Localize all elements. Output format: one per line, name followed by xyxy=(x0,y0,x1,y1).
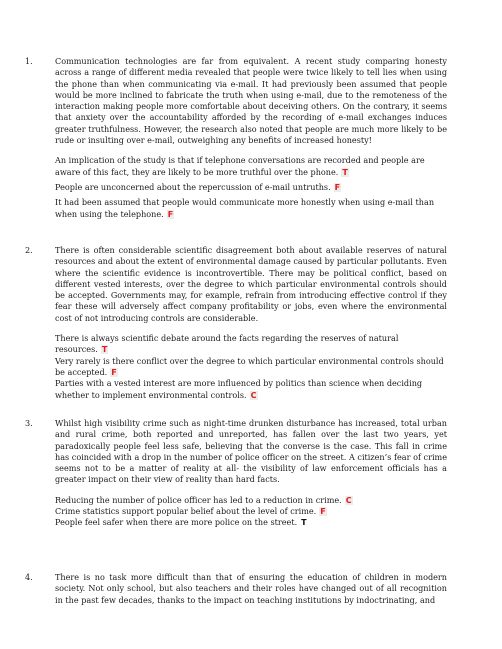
statement-text: Crime statistics support popular belief about the level of crime. xyxy=(55,506,317,517)
statement-text: Reducing the number of police officer has led to a reduction in crime. xyxy=(55,494,342,505)
statement-text: It had been assumed that people would communicate more honestly when using e-mail than when using the telephone. xyxy=(55,197,435,219)
answer-badge: C xyxy=(250,390,257,400)
answer-badge: T xyxy=(301,518,307,528)
passage: There is often considerable scientific disagreement both about available reserves of natural resources and about the extent of environmental damage caused by particular pollutants. Even where the scientific evidence is incontrovertible. There may be political conflict, based on different vested interests, over the degree to which particular environmental controls should be accepted. Governments may, for example, refrain from introducing effective control if they fear these will adversely affect company profitability or jobs, even where the environmental cost of not introducing controls are considerable. xyxy=(55,245,447,323)
statement-text: People feel safer when there are more police on the street. xyxy=(55,517,298,528)
answer-badge: T xyxy=(101,345,108,355)
statement xyxy=(55,155,447,178)
question-number: 3. xyxy=(25,418,33,428)
question-content xyxy=(55,418,447,529)
answer-badge: T xyxy=(342,167,348,177)
question-content xyxy=(55,245,447,401)
statement-text: There is always scientific debate around the facts regarding the reserves of natural resources. xyxy=(55,333,399,355)
passage: Communication technologies are far from equivalent. A recent study comparing honesty across a range of different media revealed that people were twice likely to tell lies when using the phone than when communicating via e-mail. It had previously been assumed that people would be more inclined to fabricate the truth when using e-mail, due to the remoteness of the interaction making people more comfortable about deceiving others. On the contrary, it seems that anxiety over the accountability afforded by the recording of e-mail exchanges induces greater truthfulness. However, the research also noted that people are much more likely to be rude or insulting over e-mail, outweighing any benefits of increased honesty! xyxy=(55,56,447,146)
statement-list xyxy=(55,333,447,401)
question-number: 2. xyxy=(25,245,33,255)
passage: Whilst high visibility crime such as night-time drunken disturbance has increased, total urban and rural crime, both reported and unreported, has fallen over the last two years, yet paradoxically people feel less safe, believing that the converse is the case. This fall in crime has coincided with a drop in the number of police officer on the street. A citizen’s fear of crime seems not to be a matter of reality at all- the visibility of law enforcement officials has a greater impact on their view of reality than hard facts. xyxy=(55,418,447,485)
statement xyxy=(55,495,447,506)
answer-badge: F xyxy=(320,507,326,517)
statement xyxy=(55,356,447,379)
passage: There is no task more difficult than that of ensuring the education of children in modern society. Not only school, but also teachers and their roles have changed out of all recognition in the past few decades, thanks to the impact on teaching institutions by indoctrinating, and xyxy=(55,572,447,605)
statement xyxy=(55,182,447,193)
answer-badge: F xyxy=(111,367,117,377)
question-number: 4. xyxy=(25,572,33,582)
statement xyxy=(55,517,447,528)
question-content xyxy=(55,572,447,606)
statement-list xyxy=(55,155,447,219)
statement xyxy=(55,378,447,401)
statement xyxy=(55,506,447,517)
statement-list xyxy=(55,495,447,529)
statement-text: An implication of the study is that if telephone conversations are recorded and people are aware of this fact, they are likely to be more truthful over the phone. xyxy=(55,155,425,177)
statement-text: Parties with a vested interest are more influenced by politics than science when deciding whether to implement environmental controls. xyxy=(55,378,423,400)
statement-text: People are unconcerned about the repercussion of e-mail untruths. xyxy=(55,181,331,192)
statement-text: Very rarely is there conflict over the degree to which particular environmental controls should be accepted. xyxy=(55,355,444,377)
answer-badge: C xyxy=(345,495,352,505)
statement xyxy=(55,197,447,220)
answer-badge: F xyxy=(167,209,174,219)
answer-badge: F xyxy=(334,182,341,192)
question-content xyxy=(55,56,447,220)
statement xyxy=(55,333,447,356)
question-number: 1. xyxy=(25,56,33,66)
